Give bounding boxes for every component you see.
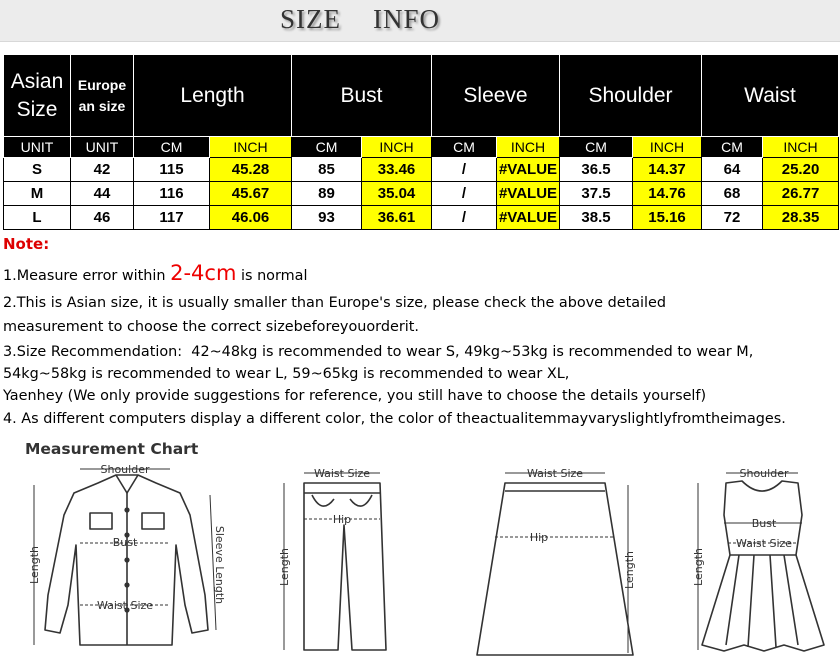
skirt-hip-label: Hip bbox=[529, 531, 549, 544]
table-cell: 42 bbox=[71, 158, 134, 182]
skirt-waist-label: Waist Size bbox=[526, 467, 584, 480]
shirt-shoulder-label: Shoulder bbox=[100, 463, 150, 476]
page-title bbox=[0, 4, 720, 35]
size-table bbox=[3, 54, 839, 230]
table-cell: #VALUE bbox=[497, 158, 560, 182]
skirt-outline bbox=[477, 483, 633, 655]
note-title: Note: bbox=[3, 235, 50, 253]
table-cell: 64 bbox=[702, 158, 763, 182]
table-cell: / bbox=[432, 182, 497, 206]
table-cell: 45.67 bbox=[210, 182, 292, 206]
shirt-sleeve-label: Sleeve Length bbox=[213, 525, 226, 605]
note-1-tail: is normal bbox=[236, 268, 308, 284]
header-shoulder: Shoulder bbox=[560, 55, 702, 137]
dress-length-label: Length bbox=[692, 548, 705, 586]
dress-shoulder-label: Shoulder bbox=[739, 467, 789, 480]
title-band bbox=[0, 0, 840, 42]
measurement-chart-heading: Measurement Chart bbox=[25, 440, 199, 458]
unit-cell: INCH bbox=[633, 137, 702, 158]
note-2b: measurement to choose the correct sizebeforeyouorderit. bbox=[3, 319, 419, 335]
table-cell: 44 bbox=[71, 182, 134, 206]
table-cell: / bbox=[432, 206, 497, 230]
table-cell: #VALUE bbox=[497, 182, 560, 206]
table-cell: 117 bbox=[134, 206, 210, 230]
header-row bbox=[4, 55, 839, 137]
table-cell: 38.5 bbox=[560, 206, 633, 230]
note-3b: 54kg~58kg is recommended to wear L, 59~65kg is recommended to wear XL, bbox=[3, 366, 570, 382]
table-cell: 14.37 bbox=[633, 158, 702, 182]
note-3c: Yaenhey (We only provide suggestions for reference, you still have to choose the details yourself) bbox=[3, 388, 707, 404]
table-cell: 72 bbox=[702, 206, 763, 230]
note-4: 4. As different computers display a different color, the color of theactualitemmayvaryslightlyfromtheimages. bbox=[3, 411, 786, 427]
header-waist: Waist bbox=[702, 55, 839, 137]
header-sleeve: Sleeve bbox=[432, 55, 560, 137]
table-cell: 116 bbox=[134, 182, 210, 206]
dress-waist-label: Waist Size bbox=[735, 537, 793, 550]
table-row bbox=[4, 206, 839, 230]
header-length: Length bbox=[134, 55, 292, 137]
unit-row bbox=[4, 137, 839, 158]
title-word-size: SIZE bbox=[279, 4, 341, 34]
dress-bust-label: Bust bbox=[751, 517, 777, 530]
table-row bbox=[4, 182, 839, 206]
table-cell: 36.61 bbox=[362, 206, 432, 230]
shirt-bust-label: Bust bbox=[112, 536, 138, 549]
shirt-figure bbox=[20, 455, 230, 665]
table-cell: 45.28 bbox=[210, 158, 292, 182]
unit-cell: UNIT bbox=[71, 137, 134, 158]
unit-cell: CM bbox=[432, 137, 497, 158]
size-cell: M bbox=[4, 182, 71, 206]
shirt-length-label: Length bbox=[28, 546, 41, 584]
table-cell: 46.06 bbox=[210, 206, 292, 230]
table-cell: 93 bbox=[292, 206, 362, 230]
unit-cell: INCH bbox=[362, 137, 432, 158]
table-row bbox=[4, 158, 839, 182]
table-cell: 37.5 bbox=[560, 182, 633, 206]
note-1-text: 1.Measure error within bbox=[3, 268, 171, 284]
unit-cell: INCH bbox=[763, 137, 839, 158]
dress-figure bbox=[684, 455, 834, 665]
pants-outline bbox=[304, 483, 386, 650]
unit-cell: INCH bbox=[497, 137, 560, 158]
table-cell: 33.46 bbox=[362, 158, 432, 182]
size-cell: S bbox=[4, 158, 71, 182]
table-cell: 26.77 bbox=[763, 182, 839, 206]
unit-cell: CM bbox=[292, 137, 362, 158]
skirt-length-label: Length bbox=[623, 551, 636, 589]
pants-hip-label: Hip bbox=[332, 513, 352, 526]
shirt-waist-label: Waist Size bbox=[96, 599, 154, 612]
table-cell: 36.5 bbox=[560, 158, 633, 182]
table-cell: #VALUE bbox=[497, 206, 560, 230]
unit-cell: CM bbox=[134, 137, 210, 158]
unit-cell: INCH bbox=[210, 137, 292, 158]
table-cell: 28.35 bbox=[763, 206, 839, 230]
table-cell: 15.16 bbox=[633, 206, 702, 230]
table-cell: / bbox=[432, 158, 497, 182]
unit-cell: UNIT bbox=[4, 137, 71, 158]
shirt-outline bbox=[45, 475, 208, 645]
pants-length-label: Length bbox=[278, 548, 291, 586]
note-1-highlight: 2-4cm bbox=[170, 261, 237, 285]
table-cell: 46 bbox=[71, 206, 134, 230]
table-cell: 35.04 bbox=[362, 182, 432, 206]
skirt-figure bbox=[475, 455, 645, 665]
title-word-info: INFO bbox=[372, 4, 440, 34]
table-cell: 14.76 bbox=[633, 182, 702, 206]
table-cell: 89 bbox=[292, 182, 362, 206]
pants-figure bbox=[262, 455, 402, 665]
table-cell: 68 bbox=[702, 182, 763, 206]
note-2a: 2.This is Asian size, it is usually smaller than Europe's size, please check the above detailed bbox=[3, 295, 667, 311]
header-bust: Bust bbox=[292, 55, 432, 137]
header-europe-size: Europe an size bbox=[71, 55, 134, 137]
table-cell: 25.20 bbox=[763, 158, 839, 182]
unit-cell: CM bbox=[702, 137, 763, 158]
table-cell: 115 bbox=[134, 158, 210, 182]
note-1 bbox=[3, 262, 308, 288]
header-asian-size: Asian Size bbox=[4, 55, 71, 137]
pants-waist-label: Waist Size bbox=[313, 467, 371, 480]
table-cell: 85 bbox=[292, 158, 362, 182]
unit-cell: CM bbox=[560, 137, 633, 158]
note-3a: 3.Size Recommendation: 42~48kg is recommended to wear S, 49kg~53kg is recommended to wear M, bbox=[3, 344, 754, 360]
size-cell: L bbox=[4, 206, 71, 230]
dress-outline bbox=[702, 481, 824, 651]
